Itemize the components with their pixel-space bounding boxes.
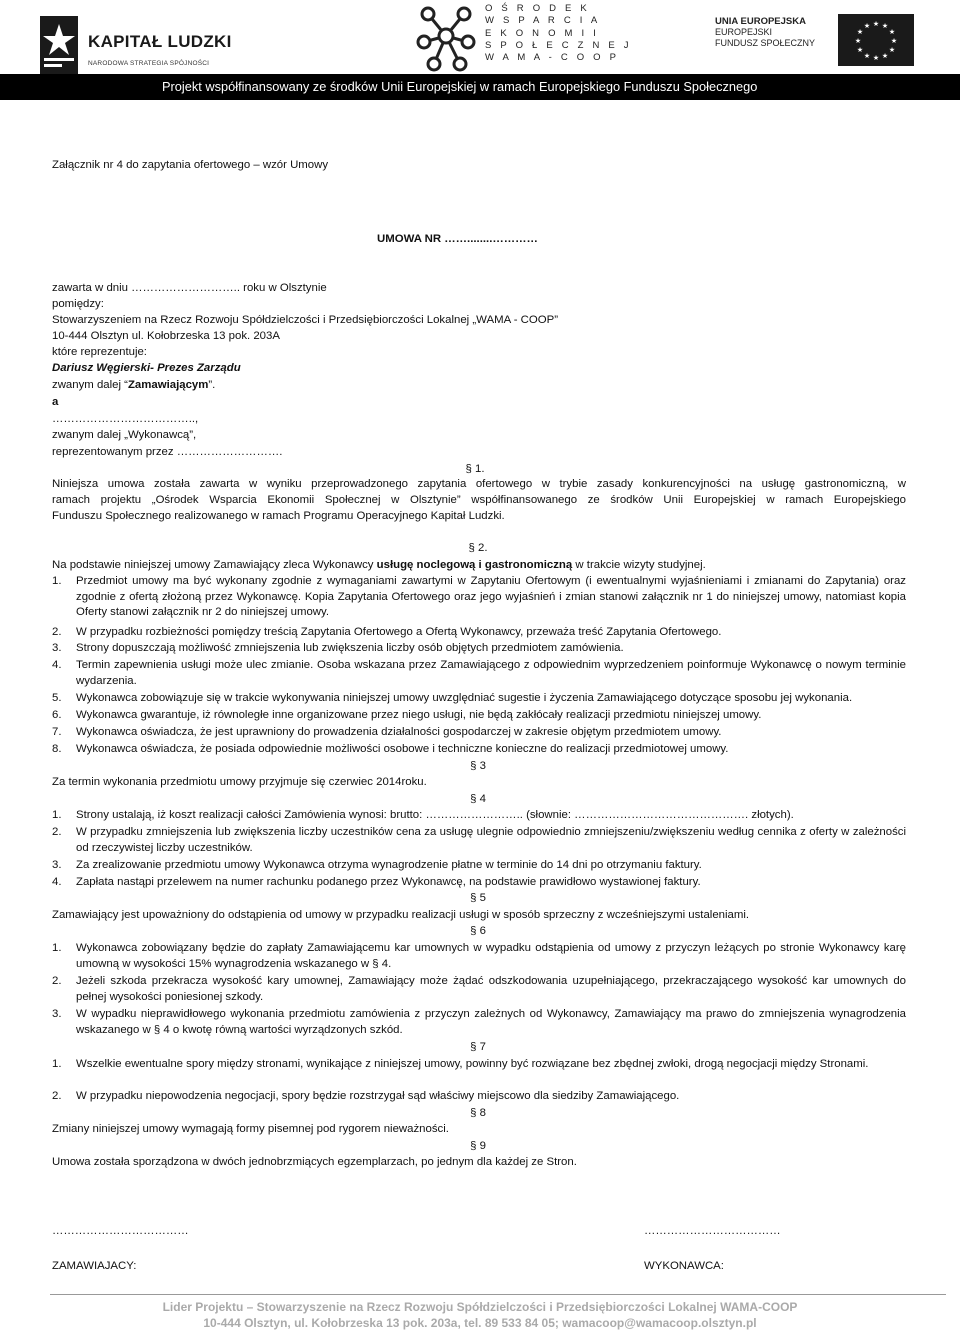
party-line: pomiędzy: (52, 298, 104, 310)
list-item: Wykonawca oświadcza, że posiada odpowiednie możliwości osobowe i techniczne konieczne do realizacji przedmiotowej umowy. (76, 743, 729, 755)
header-band-text: Projekt współfinansowany ze środków Unii Europejskiej w ramach Europejskiego Funduszu Społecznego (162, 79, 758, 94)
list-number: 2. (52, 626, 62, 638)
paragraph-line: Niniejsza umowa została zawarta w wyniku przeprowadzonego zapytania ofertowego w trybie zasady konkurencyjności na usługę gastronomiczną, w (52, 478, 906, 490)
list-item: Za zrealizowanie przedmiotu umowy Wykonawca otrzyma wynagrodzenie płatne w terminie do 14 dni po otrzymaniu faktury. (76, 859, 702, 871)
section-heading: § 3 (470, 760, 486, 772)
eu-flag-icon (838, 14, 914, 66)
list-item: Wykonawca zobowiązany będzie do zapłaty Zamawiającemu kar umownych w wypadku odstąpienia od umowy z przyczyn leżących po stronie Wykonawcy karę umowną w wysokości 15% wynagrodzenia wskazanego w § 4. (76, 942, 906, 970)
list-item: Strony ustalają, iż koszt realizacji całości Zamówienia wynosi: brutto: …………………….. (słownie: ………………………………………. złotych). (76, 809, 794, 821)
paragraph-line: Za termin wykonania przedmiotu umowy przyjmuje się czerwiec 2014roku. (52, 776, 427, 788)
list-item: Przedmiot umowy ma być wykonany zgodnie z wymaganiami zawartymi w Zapytaniu Ofertowym (i ewentualnymi wyjaśnieniami i zmianami do Zapytania) oraz zgodnie z ofertą złożoną przez Wykonawcę. Kopia Zapytania Ofertowego oraz jego wyjaśnień i zmian stanowi załącznik nr 1 do niniejszej umowy, natomiast kopia Oferty stanowi załącznik nr 2 do niniejszej umowy. (76, 575, 906, 618)
list-number: 2. (52, 975, 62, 987)
kapital-ludzki-subtitle: NARODOWA STRATEGIA SPÓJNOŚCI (88, 60, 210, 67)
list-number: 2. (52, 826, 62, 838)
list-item: Strony dopuszczają możliwość zmniejszenia lub zwiększenia liczby osób objętych przedmiotem zamówienia. (76, 642, 624, 654)
list-number: 3. (52, 1008, 62, 1020)
svg-text:★: ★ (872, 20, 880, 28)
list-number: 1. (52, 942, 62, 954)
signature-line-left: ……………………………… (52, 1225, 189, 1237)
footer-line-2: 10-444 Olsztyn, ul. Kołobrzeska 13 pok. 203a, tel. 89 533 84 05; wamacoop@wamacoop.olsztyn.pl (203, 1316, 757, 1330)
list-item: Zapłata nastąpi przelewem na numer rachunku podanego przez Wykonawcę, na podstawie prawidłowo wystawionej faktury. (76, 876, 701, 888)
list-number: 2. (52, 1090, 62, 1102)
party-line: zawarta w dniu ……………………….. roku w Olsztynie (52, 282, 327, 294)
party-line: zwanym dalej “Zamawiającym”. (52, 379, 216, 391)
party-line: 10-444 Olsztyn ul. Kołobrzeska 13 pok. 203A (52, 330, 280, 342)
eu-line-1: UNIA EUROPEJSKA (715, 16, 806, 27)
contract-title: UMOWA NR ……........………… (377, 233, 538, 245)
svg-text:★: ★ (856, 28, 864, 36)
list-number: 1. (52, 1058, 62, 1070)
kapital-ludzki-logo (40, 16, 240, 76)
list-number: 7. (52, 726, 62, 738)
svg-text:★: ★ (881, 22, 889, 30)
paragraph-line: Zamawiający jest upoważniony do odstąpienia od umowy w przypadku realizacji usługi w sposób sprzeczny z wcześniejszymi ustaleniami. (52, 909, 750, 921)
list-number: 5. (52, 692, 62, 704)
svg-text:★: ★ (881, 52, 889, 60)
paragraph-line: Umowa została sporządzona w dwóch jednobrzmiących egzemplarzach, po jednym dla każdej ze Stron. (52, 1156, 577, 1168)
section-heading: § 6 (470, 925, 486, 937)
eu-line-3: FUNDUSZ SPOŁECZNY (715, 38, 816, 48)
signature-line-right: ……………………………… (644, 1225, 781, 1237)
paragraph-line: Funduszu Społecznego realizowanego w ramach Programu Operacyjnego Kapitał Ludzki. (52, 510, 505, 522)
section-heading: § 8 (470, 1107, 486, 1119)
list-item: Wszelkie ewentualne spory między stronami, wynikające z niniejszej umowy, powinny być rozwiązane bez zbędnej zwłoki, drogą negocjacji między Stronami. (76, 1058, 869, 1070)
list-number: 1. (52, 809, 62, 821)
list-item: Wykonawca gwarantuje, iż równoległe inne organizowane przez niego usługi, nie będą zakłócały realizacji przedmiotu niniejszej umowy. (76, 709, 762, 721)
svg-text:★: ★ (863, 52, 871, 60)
list-number: 6. (52, 709, 62, 721)
party-line: reprezentowanym przez ………………………. (52, 446, 283, 458)
section-heading: § 9 (470, 1140, 486, 1152)
list-number: 4. (52, 659, 62, 671)
owes-wordmark: O Ś R O D E K W S P A R C I A E K O N O M I I S P O Ł E C Z N E J W A M A - C O O P (485, 3, 632, 64)
header-band (0, 74, 960, 100)
attachment-label: Załącznik nr 4 do zapytania ofertowego – wzór Umowy (52, 159, 329, 171)
party-line: zwanym dalej „Wykonawcą”, (52, 429, 197, 441)
paragraph-line: ramach projektu „Ośrodek Wsparcia Ekonomii Społecznej w Olsztynie” współfinansowanego ze środków Unii Europejskiej w ramach Europejskiego (52, 494, 906, 506)
list-item: Wykonawca oświadcza, że jest uprawniony do prowadzenia działalności gospodarczej w zakresie objętym przedmiotem umowy. (76, 726, 722, 738)
list-number: 1. (52, 575, 62, 587)
list-item: W przypadku zmniejszenia lub zwiększenia liczby uczestników cena za usługę ulegnie odpowiednio zmniejszeniu/zwiększeniu według cennika z oferty w zależności od rzeczywistej liczby uczestników. (76, 826, 906, 854)
list-number: 3. (52, 642, 62, 654)
svg-text:★: ★ (888, 28, 896, 36)
party-line: Stowarzyszeniem na Rzecz Rozwoju Spółdzielczości i Przedsiębiorczości Lokalnej „WAMA - COOP” (52, 314, 558, 326)
footer-divider (50, 1294, 946, 1295)
kapital-ludzki-emblem-icon (40, 16, 78, 74)
svg-text:★: ★ (856, 46, 864, 54)
paragraph-line: Na podstawie niniejszej umowy Zamawiający zleca Wykonawcy usługę noclegową i gastronomiczną w trakcie wizyty studyjnej. (52, 559, 706, 571)
representative-name: Dariusz Węgierski- Prezes Zarządu (52, 362, 241, 374)
party-line: a (52, 396, 59, 408)
section-heading: § 1. (465, 463, 485, 475)
list-item: Wykonawca zobowiązuje się w trakcie wykonywania niniejszej umowy uwzględniać sugestie i życzenia Zamawiającego dotyczące sposobu jej wykonania. (76, 692, 853, 704)
section-heading: § 7 (470, 1041, 486, 1053)
party-line: które reprezentuje: (52, 346, 147, 358)
list-item: Jeżeli szkoda przekracza wysokość kary umownej, Zamawiający może żądać odszkodowania uzupełniającego, przekraczającego wysokość kar umownych do pełnej wysokości poniesionej szkody. (76, 975, 906, 1003)
paragraph-line: Zmiany niniejszej umowy wymagają formy pisemnej pod rygorem nieważności. (52, 1123, 449, 1135)
svg-text:★: ★ (863, 22, 871, 30)
list-number: 3. (52, 859, 62, 871)
list-number: 4. (52, 876, 62, 888)
list-item: W przypadku rozbieżności pomiędzy treścią Zapytania Ofertowego a Ofertą Wykonawcy, przeważa treść Zapytania Ofertowego. (76, 626, 722, 638)
eu-line-2: EUROPEJSKI (715, 27, 773, 37)
svg-text:★: ★ (872, 54, 880, 62)
owes-network-icon (412, 2, 482, 72)
svg-text:★: ★ (888, 46, 896, 54)
party-line: ……………………………….., (52, 413, 199, 425)
svg-text:★: ★ (890, 37, 898, 45)
list-number: 8. (52, 743, 62, 755)
owes-logo (410, 0, 632, 72)
section-heading: § 4 (470, 793, 486, 805)
signature-label-right: WYKONAWCA: (644, 1260, 724, 1272)
eu-logo (715, 14, 915, 70)
section-heading: § 5 (470, 892, 486, 904)
list-item: W wypadku nieprawidłowego wykonania przedmiotu zamówienia z przyczyn zależnych od Wykonawcy, Zamawiający ma prawo do zmniejszenia wynagrodzenia wskazanego w § 4 o kwotę równą wartości wyrządzonych szkód. (76, 1008, 906, 1036)
signature-label-left: ZAMAWIAJACY: (52, 1260, 137, 1272)
section-heading: § 2. (468, 542, 488, 554)
list-item: Termin zapewnienia usługi może ulec zmianie. Osoba wskazana przez Zamawiającego z odpowiednim wyprzedzeniem poinformuje Wykonawcę o nowym terminie wydarzenia. (76, 659, 906, 687)
footer-line-1: Lider Projektu – Stowarzyszenie na Rzecz Rozwoju Spółdzielczości i Przedsiębiorczości Lokalnej WAMA-COOP (162, 1300, 798, 1314)
list-item: W przypadku niepowodzenia negocjacji, spory będzie rozstrzygał sąd właściwy miejscowo dla siedziby Zamawiającego. (76, 1090, 680, 1102)
svg-text:★: ★ (854, 37, 862, 45)
kapital-ludzki-title: KAPITAŁ LUDZKI (88, 32, 232, 51)
